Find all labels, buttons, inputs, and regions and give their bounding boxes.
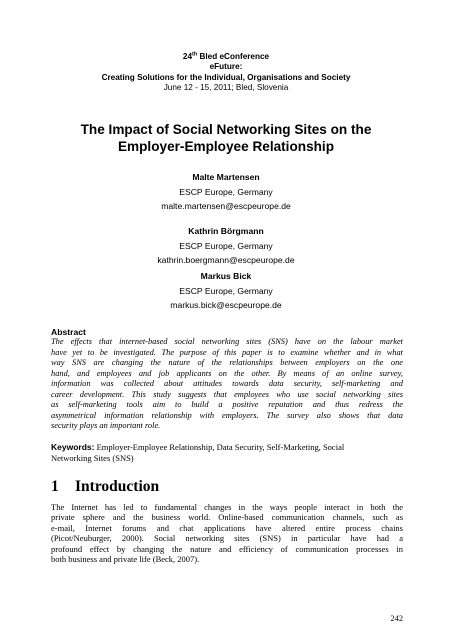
body-line: private sphere and the business world. Online-based communication channels, such as xyxy=(51,512,403,523)
abstract-line: hand, and employees and job applicants on the other. By means of an online survey, xyxy=(51,368,403,378)
conference-dates-location: June 12 - 15, 2011; Bled, Slovenia xyxy=(163,82,289,92)
paper-title-line-2: Employer-Employee Relationship xyxy=(117,138,335,154)
author-affiliation: ESCP Europe, Germany xyxy=(179,285,273,296)
abstract-line: The effects that internet-based social networking sites (SNS) have on the labour market xyxy=(51,337,403,346)
keywords xyxy=(51,442,403,463)
body-line: The Internet has led to fundamental changes in the ways people interact in both the xyxy=(51,502,403,512)
section-body xyxy=(51,502,403,565)
section-title: Introduction xyxy=(75,478,160,495)
paper-title xyxy=(60,122,392,155)
abstract-line: information was collected about attitudes towards data security, self-marketing and xyxy=(51,379,403,389)
paper-title-line-1: The Impact of Social Networking Sites on the xyxy=(80,122,372,137)
abstract-line: way SNS are changing the nature of the relationships between employers on the one xyxy=(51,358,403,368)
author-email: markus.bick@escpeurope.de xyxy=(170,300,282,311)
author-affiliation: ESCP Europe, Germany xyxy=(179,240,273,251)
author-block-1 xyxy=(60,170,392,214)
abstract-line: as self-marketing tools aim to build a positive reputation and thus redress the xyxy=(51,400,403,410)
abstract-line: asymmetrical information relationship with employers. The survey also shows that data xyxy=(51,410,403,420)
author-name: Markus Bick xyxy=(200,271,252,281)
keywords-label: Keywords: xyxy=(51,442,95,452)
conference-name xyxy=(40,52,412,62)
conference-theme: eFuture: xyxy=(209,62,243,72)
conference-ordinal-suffix: th xyxy=(192,51,198,58)
author-name: Malte Martensen xyxy=(192,172,260,182)
author-block-2 xyxy=(60,224,392,268)
conference-ordinal: 24 xyxy=(182,52,192,61)
abstract-line: have yet to be investigated. The purpose of this paper is to examine whether and in what xyxy=(51,347,403,357)
conference-subtitle: Creating Solutions for the Individual, Organisations and Society xyxy=(101,72,351,82)
author-name: Kathrin Börgmann xyxy=(188,226,264,236)
author-email: malte.martensen@escpeurope.de xyxy=(161,201,291,212)
body-line: (Picot/Neuburger, 2000). Social networking sites (SNS) in particular have had a xyxy=(51,533,403,544)
section-heading xyxy=(51,478,159,496)
conference-name-rest: Bled eConference xyxy=(197,52,270,61)
body-line: both business and private life (Beck, 2007). xyxy=(51,554,200,565)
section-number: 1 xyxy=(51,478,59,495)
abstract-heading: Abstract xyxy=(51,327,86,337)
abstract-text xyxy=(51,337,403,432)
author-affiliation: ESCP Europe, Germany xyxy=(179,186,273,197)
abstract-line: career development. This study suggests that employees who use social networking sites xyxy=(51,389,403,399)
keywords-line-1 xyxy=(51,442,403,453)
keywords-line-2: Networking Sites (SNS) xyxy=(51,452,134,463)
keywords-list: Employer-Employee Relationship, Data Security, Self-Marketing, Social xyxy=(94,442,345,452)
author-block-3 xyxy=(60,269,392,313)
conference-header xyxy=(40,52,412,93)
page-number: 242 xyxy=(390,614,403,623)
body-line: e-mail, Internet forums and chat applications have altered entire process chains xyxy=(51,522,403,533)
author-email: kathrin.boergmann@escpeurope.de xyxy=(157,255,295,266)
abstract-line: security plays an important role. xyxy=(51,421,161,431)
body-line: profound effect by changing the nature and efficiency of communication processes in xyxy=(51,543,403,554)
